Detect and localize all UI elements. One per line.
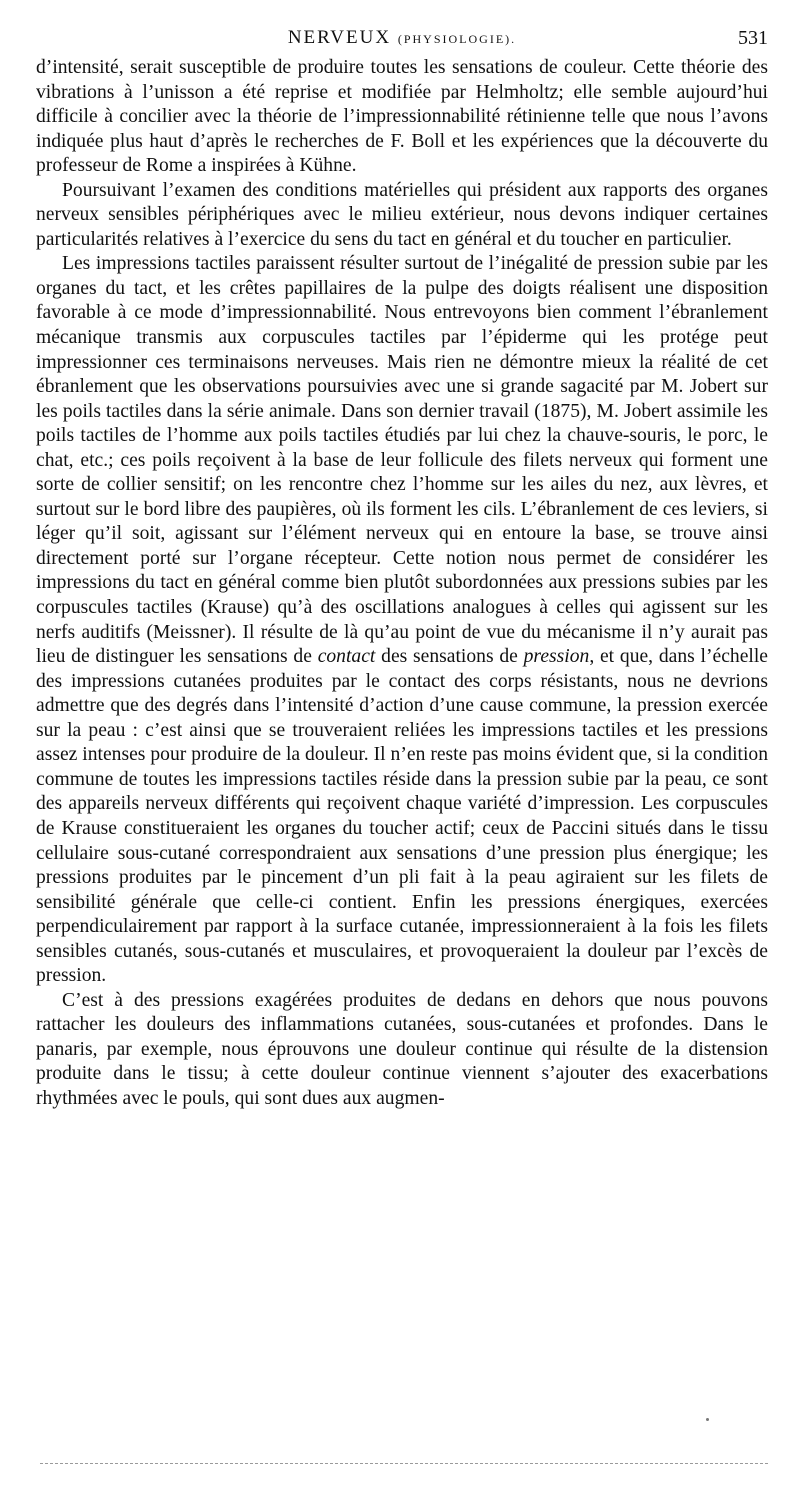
body-text: [36, 56, 768, 1112]
paragraph-4: C’est à des pressions exagérées produites de dedans en dehors que nous pouvons rattacher les douleurs des inflammations cutanées, sous-cutanées et profondes. Dans le panaris, par exemple, nous éprouvons une douleur continue qui résulte de la distension produite dans le tissu; à cette douleur continue viennent s’ajouter des exacerbations rhythmées avec le pouls, qui sont dues aux augmen-: [36, 989, 768, 1109]
paragraph-3-part-2: des sensations de: [381, 646, 518, 668]
paragraph-3-part-3: , et que, dans l’échelle des impressions cutanées produites par le contact des corps résistants, nous ne devrions admettre que des degrés dans l’intensité d’action d’une cause commune, la pression exercée sur la peau : c’est ainsi que se trouveraient reliées les impressions tactiles et les pressions assez intenses pour produire de la douleur. Il n’en reste pas moins évident que, si la condition commune de toutes les impressions tactiles réside dans la pression subie par la peau, ce sont des appareils nerveux différents qui reçoivent chaque variété d’impression. Les corpuscules de Krause constitueraient les organes du toucher actif; ceux de Paccini situés dans le tissu cellulaire sous-cutané correspondraient aux sensations d’une pression plus énergique; les pressions produites par le pincement d’un pli fait à la peau agiraient sur les filets de sensibilité générale que celle-ci contient. Enfin les pressions énergiques, exercées perpendiculairement par rapport à la surface cutanée, impressionneraient à la fois les filets sensibles cutanés, sous-cutanés et musculaires, et provoqueraient la douleur par l’excès de pression.: [36, 646, 768, 987]
paragraph-3: [36, 252, 768, 988]
paragraph-2: Poursuivant l’examen des conditions matérielles qui président aux rapports des organes nerveux sensibles périphériques avec le milieu extérieur, nous devons indiquer certaines particularités relatives à l’exercice du sens du tact en général et du toucher en particulier.: [36, 179, 768, 250]
page-speck: [706, 1418, 709, 1421]
paragraph-3-part-1: Les impressions tactiles paraissent résulter surtout de l’inégalité de pression subie par les organes du tact, et les crêtes papillaires de la pulpe des doigts réalisent une disposition favorable à ce mode d’impressionnabilité. Nous entrevoyons bien comment l’ébranlement mécanique transmis aux corpuscules tactiles par l’épiderme qui les protége peut impressionner ces terminaisons nerveuses. Mais rien ne démontre mieux la réalité de cet ébranlement que les observations poursuivies avec une si grande sagacité par M. Jobert sur les poils tactiles dans la série animale. Dans son dernier travail (1875), M. Jobert assimile les poils tactiles de l’homme aux poils tactiles étudiés par lui chez la chauve-souris, le porc, le chat, etc.; ces poils reçoivent à la base de leur follicule des filets nerveux qui forment une sorte de collier sensitif; on les rencontre chez l’homme sur les ailes du nez, aux lèvres, et surtout sur le bord libre des paupières, où ils forment les cils. L’ébranlement de ces leviers, si léger qu’il soit, agissant sur l’élément nerveux qui en entoure la base, se trouve ainsi directement porté sur l’organe récepteur. Cette notion nous permet de considérer les impressions du tact en général comme bien plutôt subordonnées aux pressions subies par les corpuscules tactiles (Krause) qu’à des oscillations analogues à celles qui agissent sur les nerfs auditifs (Meissner). Il résulte de là qu’au point de vue du mécanisme il n’y aurait pas lieu de distinguer les sensations de: [36, 253, 768, 668]
paragraph-1: d’intensité, serait susceptible de produire toutes les sensations de couleur. Cette théorie des vibrations à l’unisson a été reprise et modifiée par Helmholtz; elle semble aujourd’hui difficile à concilier avec la théorie de l’impressionnabilité rétinienne telle que nous l’avons indiquée plus haut d’après le recherches de F. Boll et les expériences que la découverte du professeur de Rome a inspirées à Kühne.: [36, 57, 768, 177]
footer-rule: [40, 1463, 768, 1464]
running-head-subtitle: (PHYSIOLOGIE).: [397, 32, 517, 46]
running-head-title: NERVEUX: [287, 27, 392, 48]
running-head: [36, 20, 768, 56]
emphasis-contact: contact: [317, 646, 376, 668]
page: [36, 20, 768, 1112]
emphasis-pression: pression: [523, 646, 590, 668]
page-number: 531: [738, 27, 768, 49]
